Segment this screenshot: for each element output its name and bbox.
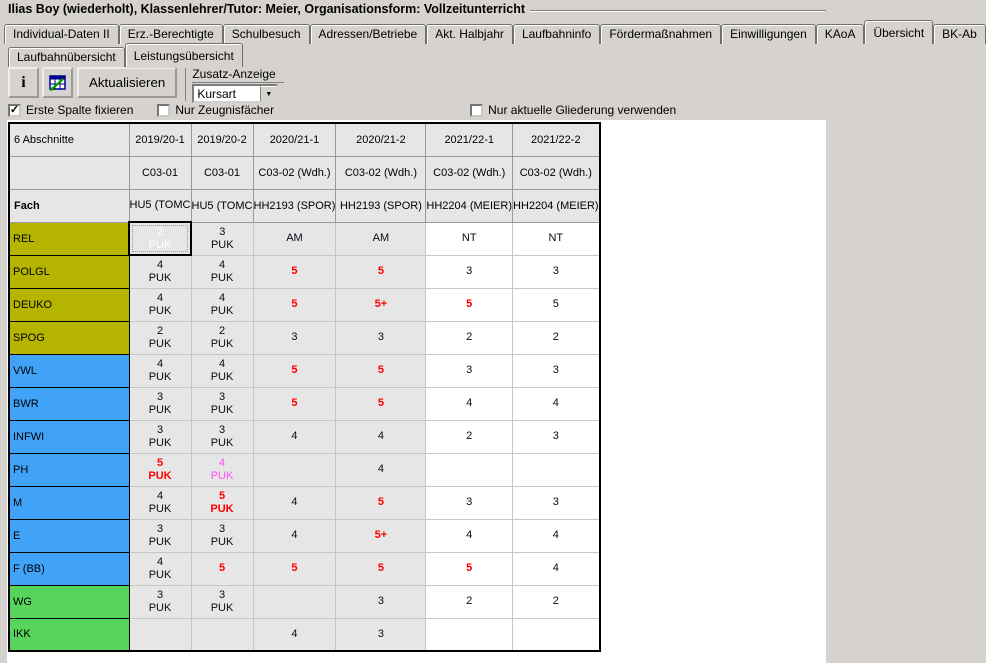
grade-cell[interactable] [513,618,600,651]
grade-value: 4 [218,258,226,271]
kursart-value-label: PUK [210,238,234,251]
grade-value: 3 [377,331,384,343]
table-edit-button[interactable] [42,67,73,98]
fach-cell-wg[interactable]: WG [9,585,129,618]
tab-bk-ab[interactable]: BK-Ab [933,24,986,44]
grade-cell[interactable] [426,255,513,288]
grade-value: 4 [291,627,298,640]
grade-value: 5 [218,489,226,502]
grade-cell-selected[interactable] [129,222,191,255]
grade-cell[interactable] [129,321,191,354]
grade-cell[interactable] [426,387,513,420]
grade-cell[interactable] [253,453,336,486]
grade-cell[interactable] [336,288,426,321]
grade-value: 4 [291,430,298,442]
table-row [9,354,600,387]
grade-value: 4 [552,562,559,574]
grade-value: 4 [218,357,226,370]
grade-value: 4 [377,463,384,475]
grade-cell[interactable] [513,354,600,387]
grade-cell[interactable] [191,354,253,387]
class-header: C03-02 (Wdh.) [253,156,336,189]
grade-value: 4 [156,291,164,304]
tab-erz-berechtigte[interactable]: Erz.-Berechtigte [119,24,223,44]
zusatz-anzeige-label: Zusatz-Anzeige [192,67,284,83]
kursart-value-label: PUK [210,304,234,317]
grade-cell[interactable] [336,486,426,519]
zusatz-anzeige-group [185,67,284,101]
table-row [9,453,600,486]
checkbox-unchecked-icon[interactable] [470,104,483,117]
grade-value: AM [286,232,303,244]
kursart-value-label: PUK [210,403,234,416]
student-header [8,2,826,16]
grade-value: NT [548,232,564,244]
class-header: C03-01 [129,156,191,189]
grade-value: 5 [377,496,384,508]
grades-panel [7,120,826,663]
grade-value: 5 [377,364,384,376]
grade-value: 5 [156,456,164,469]
grade-cell[interactable] [513,585,600,618]
fach-cell-spog[interactable]: SPOG [9,321,129,354]
checkbox-nur-aktuelle-gliederung-verwenden[interactable] [470,103,676,117]
grades-table-head [9,123,600,222]
tab-übersicht[interactable]: Übersicht [864,20,933,44]
kursart-value-label: PUK [210,337,234,350]
table-row [9,552,600,585]
grade-cell[interactable] [253,420,336,453]
kursart-value-label: PUK [148,502,172,515]
table-row [9,222,600,255]
grade-value: 3 [156,390,164,403]
fach-cell-ph[interactable]: PH [9,453,129,486]
grade-value: 4 [156,555,164,568]
grade-cell[interactable] [426,453,513,486]
grade-cell[interactable] [129,420,191,453]
fach-cell-f-bb-[interactable]: F (BB) [9,552,129,585]
grade-cell[interactable] [426,618,513,651]
course-header: HU5 (TOMC [129,189,191,222]
grade-cell[interactable] [513,387,600,420]
grade-cell[interactable] [253,519,336,552]
grade-cell[interactable] [513,321,600,354]
grade-value: 5+ [374,298,388,310]
grade-cell[interactable] [513,288,600,321]
table-row [9,255,600,288]
grade-cell[interactable] [336,519,426,552]
grade-cell[interactable] [336,387,426,420]
grade-value: 2 [156,324,164,337]
grade-cell[interactable] [426,420,513,453]
grade-value: 3 [218,390,226,403]
checkbox-checked-icon[interactable]: ✓ [9,103,20,116]
course-header: HH2193 (SPOR) [336,189,426,222]
grade-value: 3 [156,522,164,535]
period-header: 2021/22-1 [426,123,513,156]
grade-value: NT [461,232,477,244]
tab-einwilligungen[interactable]: Einwilligungen [721,24,816,44]
grade-value: 3 [377,595,384,607]
grade-value: 3 [218,522,226,535]
grade-cell[interactable] [426,519,513,552]
grade-cell[interactable] [191,387,253,420]
grade-value: AM [372,232,390,244]
grade-value: 5 [291,397,298,409]
corner-header: 6 Abschnitte [9,123,129,156]
grade-cell[interactable] [426,288,513,321]
grade-value: 5+ [374,529,388,541]
grade-cell[interactable] [191,585,253,618]
kursart-value-label: PUK [210,271,234,284]
grade-cell[interactable] [191,255,253,288]
grade-value: 4 [218,456,226,469]
refresh-button[interactable] [77,67,177,98]
grade-cell[interactable] [129,585,191,618]
chevron-down-icon: ▼ [265,90,273,98]
grade-cell[interactable] [336,354,426,387]
grade-value: 5 [377,562,384,574]
toolbar [8,67,284,101]
period-header: 2019/20-2 [191,123,253,156]
grade-value: 4 [552,529,559,541]
grade-cell[interactable] [191,420,253,453]
grade-cell[interactable] [191,222,253,255]
grade-cell[interactable] [336,552,426,585]
class-header: C03-01 [191,156,253,189]
kursart-value-label: PUK [210,601,234,614]
grade-cell[interactable] [129,486,191,519]
grade-value: 3 [218,588,226,601]
kursart-value-label: PUK [148,271,172,284]
fach-cell-bwr[interactable]: BWR [9,387,129,420]
grade-cell[interactable] [336,321,426,354]
grade-cell[interactable] [253,255,336,288]
grade-cell[interactable] [129,552,191,585]
grades-table [8,122,601,652]
course-header: HH2204 (MEIER) [513,189,600,222]
grade-cell[interactable] [253,585,336,618]
table-row [9,288,600,321]
grade-cell[interactable] [336,255,426,288]
tab-akt-halbjahr[interactable]: Akt. Halbjahr [426,24,513,44]
class-header: C03-02 (Wdh.) [513,156,600,189]
grade-cell[interactable] [253,321,336,354]
student-title: Ilias Boy (wiederholt), Klassenlehrer/Tutor: Meier, Organisationsform: Vollzeitunterricht [8,2,525,16]
grade-value: 3 [218,423,226,436]
table-row [9,519,600,552]
grade-value: 2 [466,430,473,442]
grade-value: 5 [291,298,298,310]
grade-cell[interactable] [513,255,600,288]
grade-cell[interactable] [336,420,426,453]
grade-cell[interactable] [513,453,600,486]
kursart-dropdown[interactable] [192,84,278,103]
grade-value: 2 [552,331,559,343]
options-row [8,103,826,117]
grade-value: 4 [156,357,164,370]
grade-value: 4 [291,496,298,508]
grade-cell[interactable] [336,222,426,255]
grade-cell[interactable] [129,354,191,387]
tab-kaoa[interactable]: KAoA [816,24,865,44]
grade-cell[interactable] [513,222,600,255]
table-edit-icon [49,75,67,91]
grade-value: 3 [377,627,384,640]
grade-value: 3 [219,225,226,238]
table-row [9,618,600,651]
table-row [9,585,600,618]
grade-value: 3 [466,364,473,376]
grade-value: 2 [552,595,559,607]
grade-cell[interactable] [129,255,191,288]
grade-value: 2 [218,324,226,337]
grade-value: 4 [466,529,473,541]
fach-cell-ikk[interactable]: IKK [9,618,129,651]
grade-cell[interactable] [253,288,336,321]
grade-cell[interactable] [336,453,426,486]
fach-cell-m[interactable]: M [9,486,129,519]
grade-value: 5 [291,562,298,574]
sub-tabbar [8,43,826,67]
grades-table-body [9,222,600,651]
table-row [9,486,600,519]
grade-cell[interactable] [513,420,600,453]
class-header: C03-02 (Wdh.) [426,156,513,189]
course-header: HH2193 (SPOR) [253,189,336,222]
grade-value: 4 [156,258,164,271]
grade-cell[interactable] [191,288,253,321]
course-header: HH2204 (MEIER) [426,189,513,222]
grade-value: 5 [466,298,473,310]
subtab-laufbahnübersicht[interactable]: Laufbahnübersicht [8,47,125,67]
grade-value: 3 [466,496,473,508]
grade-value: 5 [552,298,559,310]
grade-value: 3 [552,265,559,277]
info-icon: i [21,73,26,91]
grade-value: 4 [466,397,473,409]
grade-cell[interactable] [253,618,336,651]
blank-header [9,156,129,189]
table-row [9,321,600,354]
grade-cell[interactable] [191,453,253,486]
grade-value: 2 [156,225,164,238]
tab-adressen-betriebe[interactable]: Adressen/Betriebe [310,24,427,44]
checkbox-label: Nur Zeugnisfächer [175,103,275,117]
main-tabbar [4,20,977,44]
checkbox-unchecked-icon[interactable] [157,104,170,117]
grade-cell[interactable] [129,453,191,486]
grade-value: 3 [552,430,559,442]
grade-value: 2 [466,595,473,607]
grade-cell[interactable] [191,519,253,552]
grade-value: 3 [291,331,298,343]
fach-cell-rel[interactable]: REL [9,222,129,255]
kursart-value-label: PUK [148,469,172,482]
grade-value: 5 [291,364,298,376]
grade-cell[interactable] [191,552,253,585]
kursart-value-label: PUK [148,535,172,548]
grade-cell[interactable] [426,321,513,354]
fach-cell-infwi[interactable]: INFWI [9,420,129,453]
grade-value: 5 [218,562,226,574]
grade-value: 5 [466,562,473,574]
grade-cell[interactable] [129,618,191,651]
tab-individual-daten-ii[interactable]: Individual-Daten II [4,24,119,44]
checkbox-erste-spalte-fixieren[interactable] [8,103,133,117]
checkbox-label: Nur aktuelle Gliederung verwenden [488,103,677,117]
fach-cell-e[interactable]: E [9,519,129,552]
grade-value: 3 [552,496,559,508]
grade-cell[interactable] [253,222,336,255]
class-header: C03-02 (Wdh.) [336,156,426,189]
checkbox-label: Erste Spalte fixieren [26,103,134,117]
grade-cell[interactable] [336,618,426,651]
kursart-value-label: PUK [148,337,172,350]
grade-cell[interactable] [129,288,191,321]
grade-value: 3 [552,364,559,376]
info-button[interactable] [8,67,39,98]
period-header: 2020/21-1 [253,123,336,156]
grade-cell[interactable] [253,354,336,387]
grade-cell[interactable] [129,387,191,420]
grade-cell[interactable] [426,585,513,618]
grade-cell[interactable] [426,222,513,255]
subtab-leistungsübersicht[interactable]: Leistungsübersicht [125,43,243,67]
grade-value: 5 [377,265,384,277]
fach-header: Fach [9,189,129,222]
grade-value: 2 [466,331,473,343]
course-header: HU5 (TOMC [191,189,253,222]
grade-value: 3 [156,423,164,436]
kursart-value-label: PUK [148,568,172,581]
kursart-value-label: PUK [148,238,172,251]
table-row [9,387,600,420]
fach-cell-polgl[interactable]: POLGL [9,255,129,288]
grade-cell[interactable] [191,618,253,651]
tab-schulbesuch[interactable]: Schulbesuch [223,24,310,44]
header-rule [530,10,826,12]
kursart-value-label: PUK [148,304,172,317]
grade-cell[interactable] [191,321,253,354]
grade-value: 3 [156,588,164,601]
grade-value: 4 [156,489,164,502]
grade-cell[interactable] [426,486,513,519]
grade-cell[interactable] [129,519,191,552]
kursart-value-label: PUK [210,370,234,383]
grade-cell[interactable] [426,354,513,387]
fach-cell-deuko[interactable]: DEUKO [9,288,129,321]
grade-cell[interactable] [426,552,513,585]
grade-cell[interactable] [253,387,336,420]
grade-value: 4 [552,397,559,409]
grade-value: 4 [291,529,298,541]
kursart-value-label: PUK [210,436,234,449]
period-header: 2020/21-2 [336,123,426,156]
grade-value: 5 [291,265,298,277]
tab-laufbahninfo[interactable]: Laufbahninfo [513,24,600,44]
grade-cell[interactable] [253,486,336,519]
kursart-value-label: PUK [210,469,234,482]
period-header: 2021/22-2 [513,123,600,156]
grade-cell[interactable] [336,585,426,618]
kursart-value-label: PUK [148,370,172,383]
grade-cell[interactable] [513,486,600,519]
dropdown-button[interactable] [260,86,276,101]
grade-value: 3 [466,265,473,277]
grade-cell[interactable] [513,519,600,552]
grade-cell[interactable] [513,552,600,585]
period-header: 2019/20-1 [129,123,191,156]
grade-cell[interactable] [253,552,336,585]
fach-cell-vwl[interactable]: VWL [9,354,129,387]
grade-value: 4 [377,430,384,442]
kursart-value-label: PUK [148,436,172,449]
tab-fördermaßnahmen[interactable]: Fördermaßnahmen [600,24,721,44]
kursart-value: Kursart [197,87,236,101]
checkbox-nur-zeugnisfächer[interactable] [157,103,274,117]
kursart-value-label: PUK [148,601,172,614]
grade-value: 4 [218,291,226,304]
kursart-value-label: PUK [210,535,234,548]
kursart-value-label: PUK [148,403,172,416]
kursart-value-label: PUK [210,502,234,515]
grade-value: 5 [377,397,384,409]
grade-cell[interactable] [191,486,253,519]
refresh-label: Aktualisieren [89,75,166,90]
table-row [9,420,600,453]
